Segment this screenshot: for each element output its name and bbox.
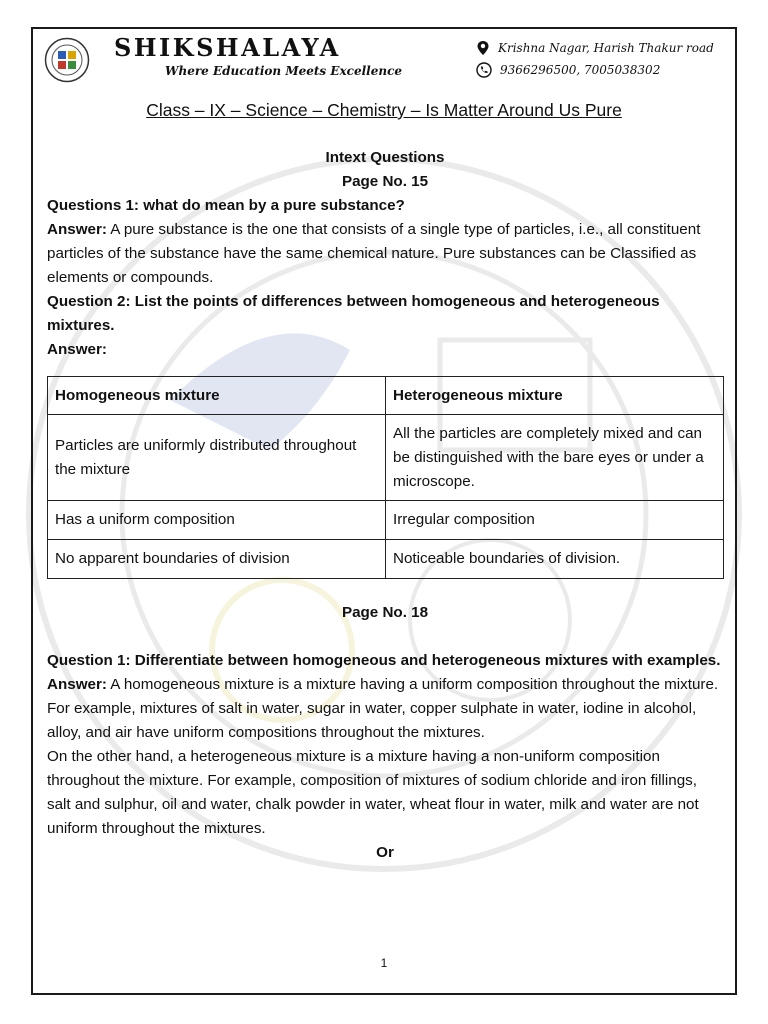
address-text: Krishna Nagar, Harish Thakur road bbox=[498, 41, 714, 55]
table-cell: No apparent boundaries of division bbox=[48, 540, 386, 579]
table-cell: Noticeable boundaries of division. bbox=[386, 540, 724, 579]
page-number: 1 bbox=[380, 956, 388, 970]
map-pin-icon bbox=[476, 40, 490, 56]
answer-3 bbox=[47, 673, 723, 745]
question-2: Question 2: List the points of differences between homogeneous and heterogeneous mixtures. bbox=[47, 293, 660, 334]
answer-3-paragraph-2: On the other hand, a heterogeneous mixture is a mixture having a non-uniform composition throughout the mixture. For example, composition of mixtures of sodium chloride and iron fillings, salt and sulphur, oil and water, chalk powder in water, wheat flour in water, milk and water are not uniform throughout the mixtures. bbox=[47, 748, 699, 837]
main-content bbox=[47, 146, 723, 865]
phone-row bbox=[476, 62, 660, 78]
answer-1-text: A pure substance is the one that consists of a single type of particles, i.e., all constituent particles of the substance have the same chemical nature. Pure substances can be Classified as elements or compounds. bbox=[47, 221, 701, 286]
answer-3-text: A homogeneous mixture is a mixture having a uniform composition throughout the mixture. For example, mixtures of salt in water, sugar in water, copper sulphate in water, iodine in alcohol, alloy, and air have uniform compositions throughout the mixtures. bbox=[47, 676, 719, 741]
table-header-cell: Homogeneous mixture bbox=[48, 377, 386, 415]
page18-heading: Page No. 18 bbox=[341, 604, 429, 621]
phone-text: 9366296500, 7005038302 bbox=[500, 63, 661, 77]
answer-1 bbox=[47, 218, 723, 290]
phone-icon bbox=[476, 62, 492, 78]
intext-heading: Intext Questions bbox=[325, 149, 445, 166]
brand-name: SHIKSHALAYA bbox=[114, 33, 341, 62]
table-header-cell: Heterogeneous mixture bbox=[386, 377, 724, 415]
answer-2-label: Answer: bbox=[47, 341, 107, 358]
page15-heading: Page No. 15 bbox=[341, 173, 429, 190]
table-cell: All the particles are completely mixed and can be distinguished with the bare eyes or under a microscope. bbox=[386, 415, 724, 501]
table-header-row bbox=[48, 377, 724, 415]
mixture-comparison-table bbox=[47, 376, 724, 579]
question-1: Questions 1: what do mean by a pure substance? bbox=[47, 197, 405, 214]
answer-label: Answer: bbox=[47, 221, 107, 238]
table-row bbox=[48, 540, 724, 579]
page-title: Class – IX – Science – Chemistry – Is Matter Around Us Pure bbox=[146, 100, 622, 120]
table-cell: Particles are uniformly distributed throughout the mixture bbox=[48, 415, 386, 501]
brand-tagline: Where Education Meets Excellence bbox=[165, 64, 403, 78]
or-separator: Or bbox=[376, 844, 394, 861]
table-row bbox=[48, 415, 724, 501]
question-3: Question 1: Differentiate between homogeneous and heterogeneous mixtures with examples. bbox=[47, 652, 721, 669]
table-row bbox=[48, 501, 724, 540]
table-cell: Irregular composition bbox=[386, 501, 724, 540]
school-logo bbox=[44, 37, 90, 83]
answer-label: Answer: bbox=[47, 676, 107, 693]
table-cell: Has a uniform composition bbox=[48, 501, 386, 540]
address-row bbox=[476, 40, 714, 56]
